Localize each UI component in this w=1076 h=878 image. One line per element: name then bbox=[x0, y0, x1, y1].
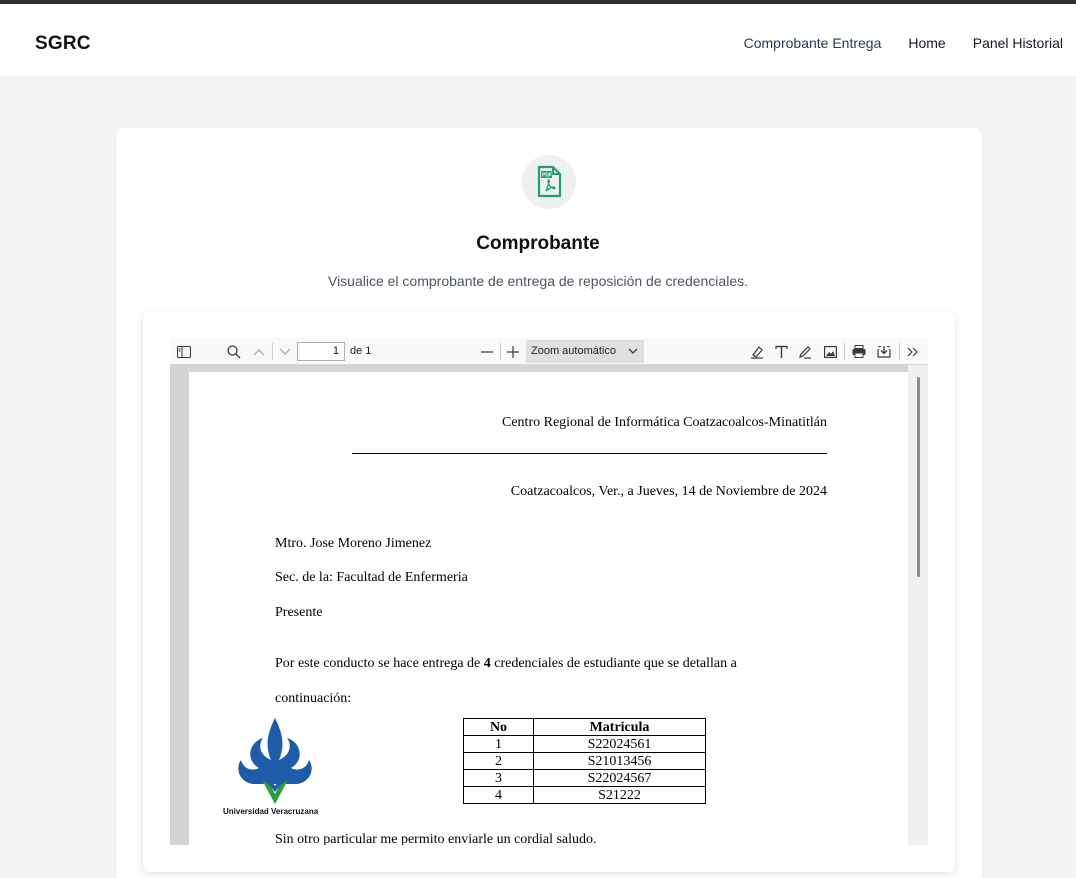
table-row bbox=[464, 787, 706, 804]
svg-text:PDF: PDF bbox=[542, 172, 552, 179]
doc-credential-count: 4 bbox=[483, 656, 491, 671]
page-subtitle: Visualice el comprobante de entrega de reposición de credenciales. bbox=[327, 273, 748, 289]
toolbar-separator bbox=[272, 343, 273, 360]
doc-presente: Presente bbox=[275, 605, 323, 620]
draw-icon[interactable] bbox=[796, 338, 814, 365]
pdf-file-icon bbox=[534, 165, 564, 199]
doc-body-line1 bbox=[275, 656, 737, 672]
toolbar-separator bbox=[500, 343, 501, 360]
logo-caption: Universidad Veracruzana bbox=[223, 807, 319, 816]
table-header-matricula: Matricula bbox=[534, 719, 706, 736]
universidad-veracruzana-logo bbox=[221, 716, 329, 820]
table-row bbox=[464, 736, 706, 753]
doc-header: Centro Regional de Informática Coatzacoalcos-Minatitlán bbox=[502, 415, 827, 430]
zoom-select-value: Zoom automático bbox=[531, 345, 616, 357]
image-icon[interactable] bbox=[821, 338, 839, 365]
nav-links bbox=[744, 35, 1063, 51]
doc-body-after: credenciales de estudiante que se detallan a bbox=[490, 656, 737, 671]
page-number-input[interactable]: 1 bbox=[297, 342, 345, 361]
sidebar-toggle-icon[interactable] bbox=[174, 338, 194, 365]
doc-recipient-role: Sec. de la: Facultad de Enfermeria bbox=[275, 570, 468, 585]
nav-home[interactable]: Home bbox=[908, 35, 946, 51]
download-icon[interactable] bbox=[875, 338, 893, 365]
doc-date: Coatzacoalcos, Ver., a Jueves, 14 de Noviembre de 2024 bbox=[510, 484, 827, 499]
pdf-icon-badge bbox=[522, 155, 576, 209]
navbar bbox=[0, 4, 1076, 76]
table-cell-matricula: S21222 bbox=[534, 787, 706, 804]
table-row bbox=[464, 753, 706, 770]
print-icon[interactable] bbox=[850, 338, 868, 365]
toolbar-separator bbox=[844, 343, 845, 360]
table-cell-no: 1 bbox=[464, 736, 534, 753]
zoom-out-icon[interactable] bbox=[478, 338, 496, 365]
table-cell-matricula: S22024567 bbox=[534, 770, 706, 787]
table-header-row bbox=[464, 719, 706, 736]
table-cell-no: 2 bbox=[464, 753, 534, 770]
table-cell-matricula: S22024561 bbox=[534, 736, 706, 753]
doc-body-line2: continuación: bbox=[275, 691, 352, 706]
highlight-icon[interactable] bbox=[748, 338, 766, 365]
nav-comprobante-entrega[interactable]: Comprobante Entrega bbox=[743, 35, 882, 51]
pdf-viewer-body[interactable] bbox=[170, 365, 928, 845]
scrollbar-thumb[interactable] bbox=[917, 377, 920, 577]
zoom-select[interactable] bbox=[526, 340, 644, 363]
text-icon[interactable] bbox=[772, 338, 790, 365]
doc-header-rule bbox=[352, 453, 827, 454]
table-cell-no: 3 bbox=[464, 770, 534, 787]
zoom-in-icon[interactable] bbox=[504, 338, 522, 365]
pdf-toolbar bbox=[170, 338, 928, 365]
doc-closing: Sin otro particular me permito enviarle un cordial saludo. bbox=[275, 832, 597, 845]
previous-page-icon[interactable] bbox=[250, 338, 268, 365]
toolbar-separator bbox=[899, 343, 900, 360]
table-header-no: No bbox=[464, 719, 534, 736]
pdf-page bbox=[189, 372, 909, 845]
page-count-label: de 1 bbox=[350, 345, 372, 357]
search-icon[interactable] bbox=[224, 338, 244, 365]
next-page-icon[interactable] bbox=[276, 338, 294, 365]
table-row bbox=[464, 770, 706, 787]
viewer-scrollbar[interactable] bbox=[908, 365, 928, 845]
nav-panel-historial[interactable]: Panel Historial bbox=[972, 35, 1063, 51]
table-cell-no: 4 bbox=[464, 787, 534, 804]
doc-body-before: Por este conducto se hace entrega de bbox=[275, 656, 484, 671]
table-cell-matricula: S21013456 bbox=[534, 753, 706, 770]
brand-logo[interactable]: SGRC bbox=[35, 33, 91, 54]
doc-recipient-name: Mtro. Jose Moreno Jimenez bbox=[275, 536, 432, 551]
matriculas-table bbox=[463, 718, 706, 804]
page-title: Comprobante bbox=[476, 233, 600, 254]
more-tools-icon[interactable] bbox=[904, 338, 922, 365]
